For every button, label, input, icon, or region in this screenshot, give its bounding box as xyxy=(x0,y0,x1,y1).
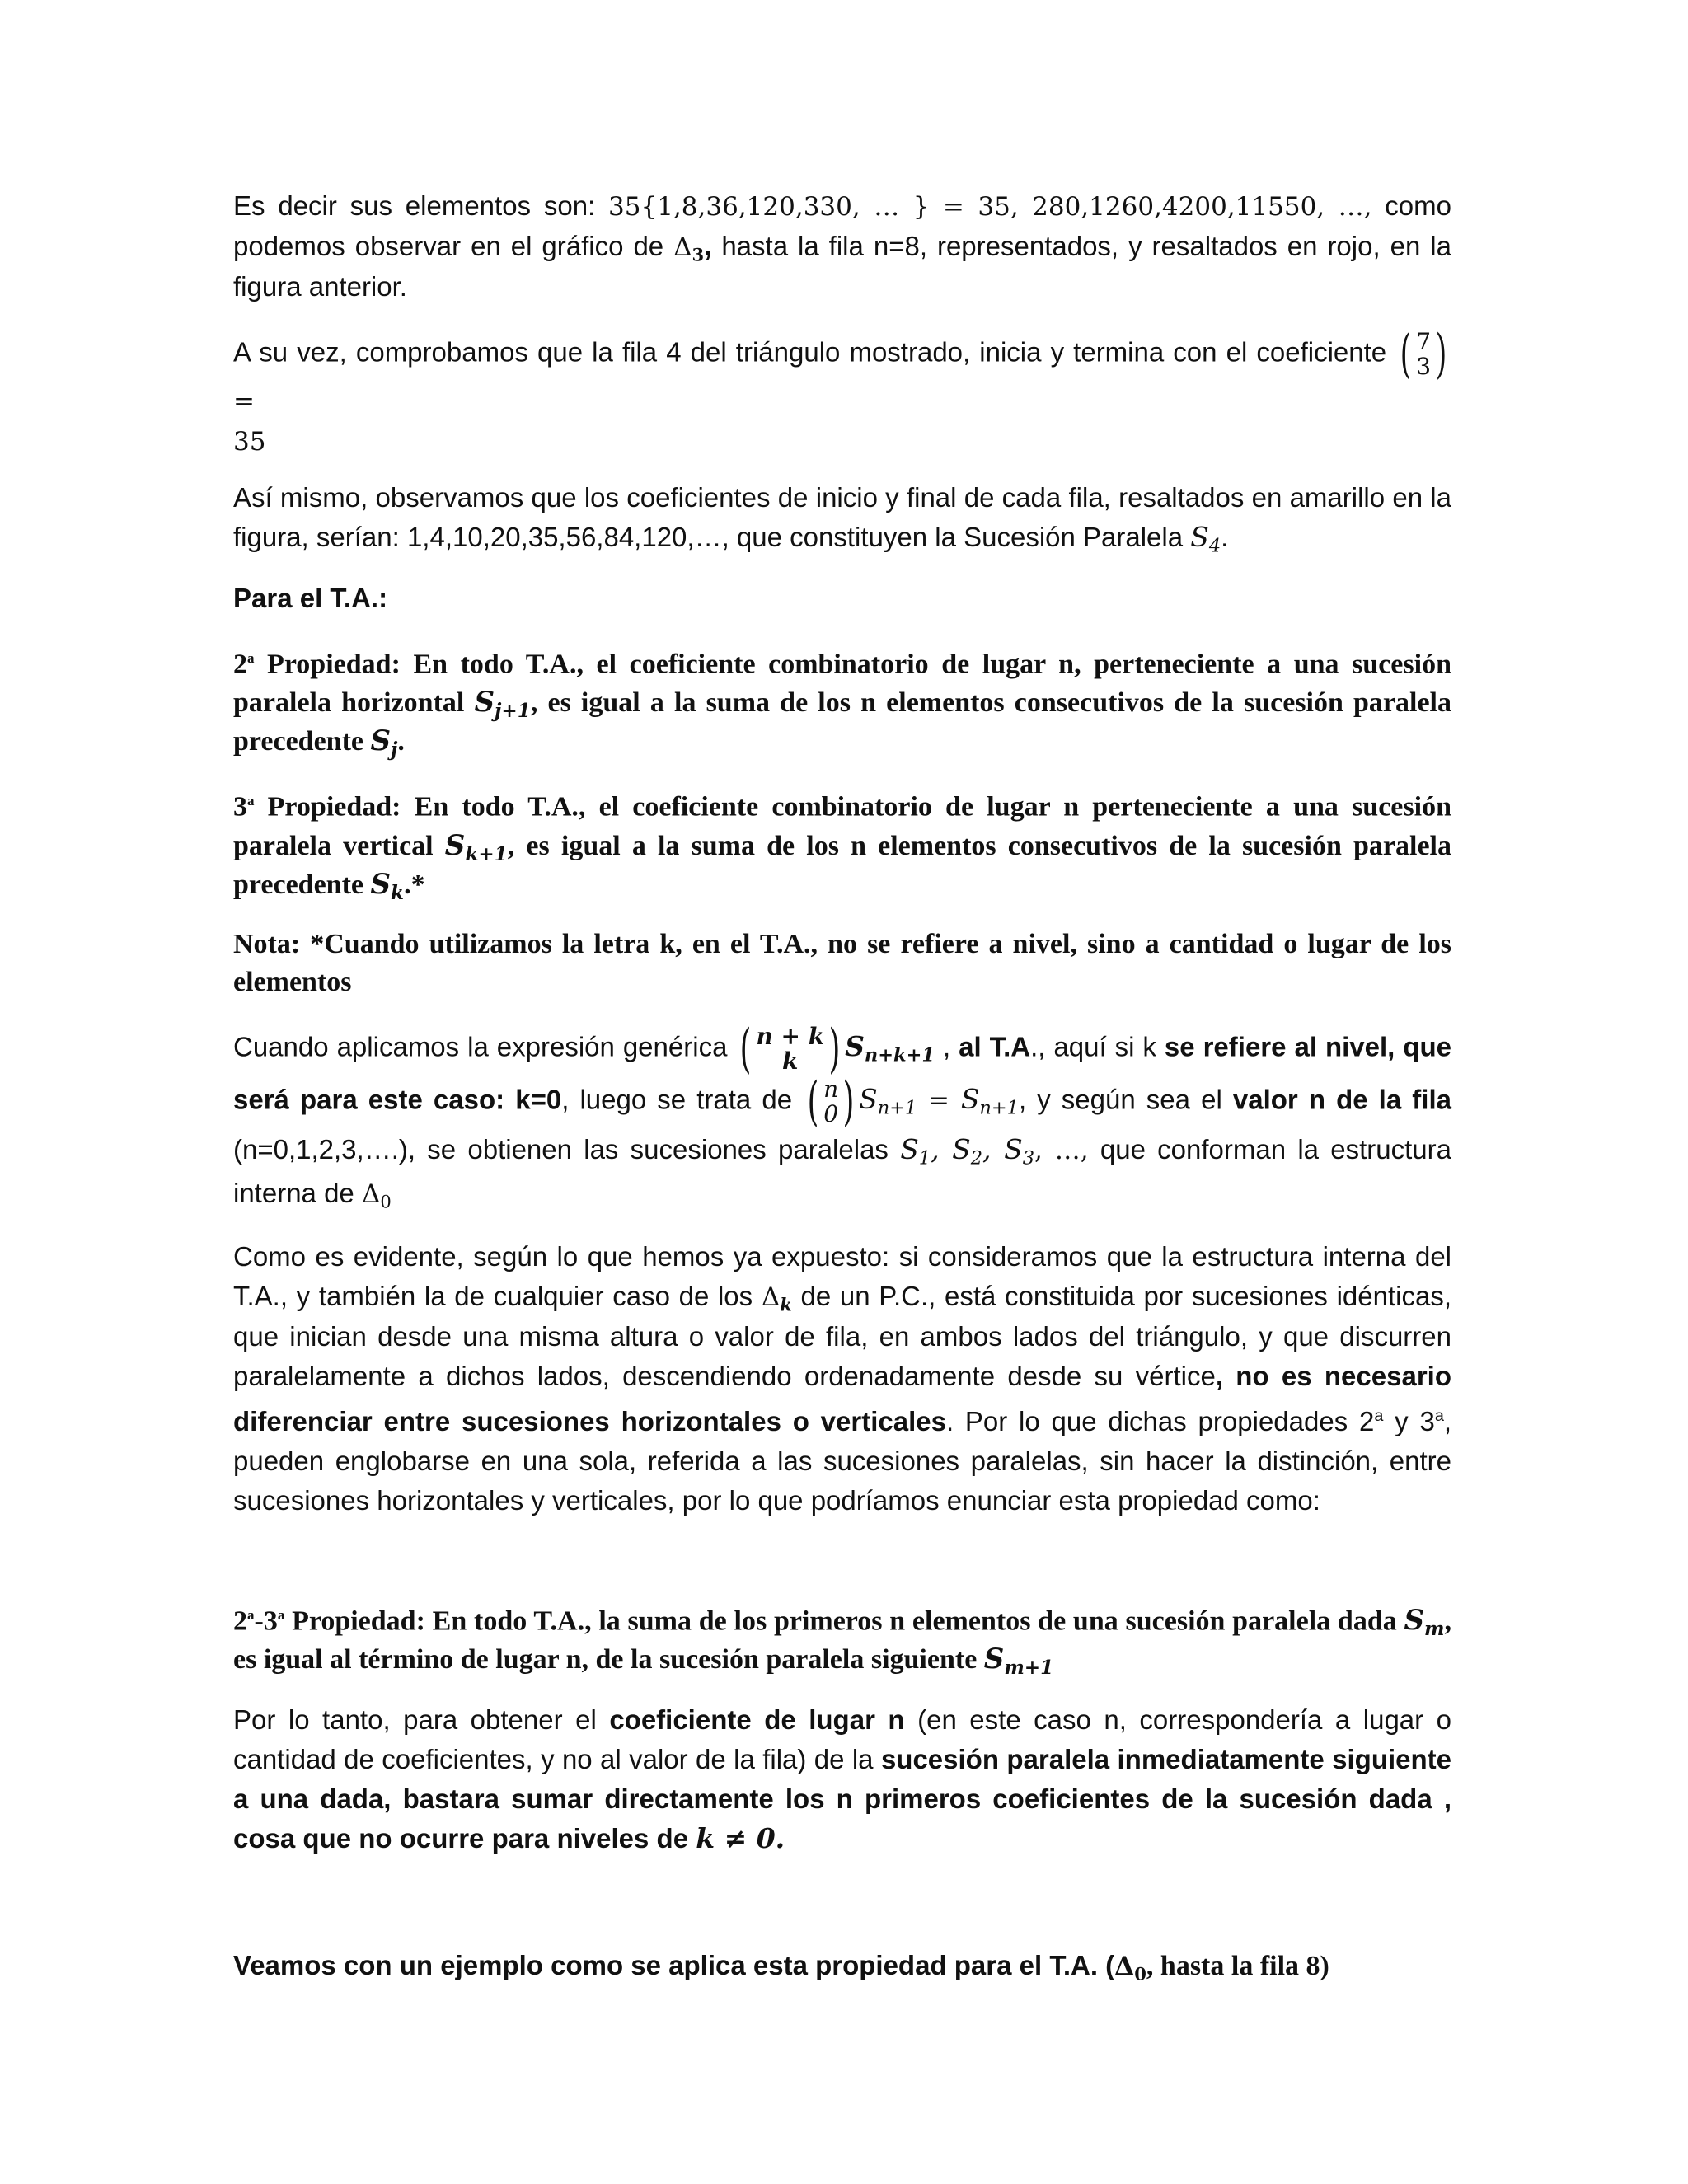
section-heading: Para el T.A.: xyxy=(233,583,388,613)
paragraph-1: Es decir sus elementos son: 35{1,8,36,120,330, … } = 35, 280,1260,4200,11550, …, como podemos observar en el gráfico de $\Delta_3$, hasta la fila n=8, representados, y resaltados en rojo, en la figura anterior. xyxy=(233,190,1451,302)
document-page xyxy=(233,186,1451,2008)
property-2: 2$^a$ Propiedad: En todo T.A., el coeficiente combinatorio de lugar n, perteneciente a una sucesión paralela horizontal $S_{j+1}$, es igual a la suma de los n elementos consecutivos de la sucesión paralela precedente $S_j$. xyxy=(233,649,1451,762)
spacer xyxy=(233,1880,1451,1946)
paragraph-consequence: Por lo tanto, para obtener el coeficiente de lugar n (en este caso n, correspondería a lugar o cantidad de coeficientes, y no al valor de la fila) de la sucesión paralela inmediatamente siguiente a una dada, bastara sumar directamente los n primeros coeficientes de la sucesión dada , cosa que no ocurre para niveles de k ≠ 0. xyxy=(233,1704,1451,1854)
property-3: 3$^a$ Propiedad: En todo T.A., el coeficiente combinatorio de lugar n perteneciente a una sucesión paralela vertical $S_{k+1}$, es igual a la suma de los n elementos consecutivos de la sucesión paralela precedente $S_k.*$ xyxy=(233,791,1451,904)
binomial-n-0: ( n 0 ) xyxy=(807,1071,855,1132)
math-expression: 35{1,8,36,120,330, … } = 35, 280,1260,4200,11550, …, xyxy=(608,192,1372,222)
binomial-generic: ( n + k k ) xyxy=(740,1018,841,1080)
spacer xyxy=(233,1542,1451,1596)
paragraph-explanation: Como es evidente, según lo que hemos ya expuesto: si consideramos que la estructura interna del T.A., y también la de cualquier caso de los $\Delta_k$ de un P.C., está constituida por sucesiones idénticas, que inician desde una misma altura o valor de fila, en ambos lados del triángulo, y que discurren paralelamente a dichos lados, descendiendo ordenadamente desde su vértice, no es necesario diferenciar entre sucesiones horizontales o verticales. Por lo que dichas propiedades 2$^a$ y 3$^a$, pueden englobarse en una sola, referida a las sucesiones paralelas, sin hacer la distinción, entre sucesiones horizontales y verticales, por lo que podríamos enunciar esta propiedad como: xyxy=(233,1240,1452,1516)
sequence-symbol: $S_4$ xyxy=(1190,521,1221,557)
delta-symbol: $\Delta_3$ xyxy=(673,232,705,265)
paragraph-2: A su vez, comprobamos que la fila 4 del triángulo mostrado, inicia y termina con el coeficiente ( 7 3 ) = 35 xyxy=(233,328,1451,462)
example-intro: Veamos con un ejemplo como se aplica esta propiedad para el T.A. ($\Delta_0$, hasta la fila 8) xyxy=(233,1949,1329,1985)
note: Nota: *Cuando utilizamos la letra k, en el T.A., no se refiere a nivel, sino a cantidad o lugar de los elementos xyxy=(233,928,1451,997)
paragraph-generic-expression: Cuando aplicamos la expresión genérica ( n + k k ) $S_{n+k+1}$ , al T.A., aquí si k se refiere al nivel, que será para este caso: k=0, luego se trata de ( n 0 ) $S_{n+1} = S_{n+1}$, y según sea el valor n de la fila (n=0,1,2,3,….), se obtienen las sucesiones paralelas $S_1$, $S_2$, $S_3$, …, que conforman la estructura interna de $\Delta_0$ xyxy=(233,1018,1451,1212)
property-2-3: 2$^a$-3$^a$ Propiedad: En todo T.A., la suma de los primeros n elementos de una sucesión paralela dada $S_m$, es igual al término de lugar n, de la sucesión paralela siguiente $S_{m+1}$ xyxy=(233,1603,1451,1679)
paragraph-3: Así mismo, observamos que los coeficientes de inicio y final de cada fila, resaltados en amarillo en la figura, serían: 1,4,10,20,35,56,84,120,…, que constituyen la Sucesión Paralela $S_4$. xyxy=(233,482,1451,557)
binomial-coefficient: ( 7 3 ) xyxy=(1400,324,1447,385)
